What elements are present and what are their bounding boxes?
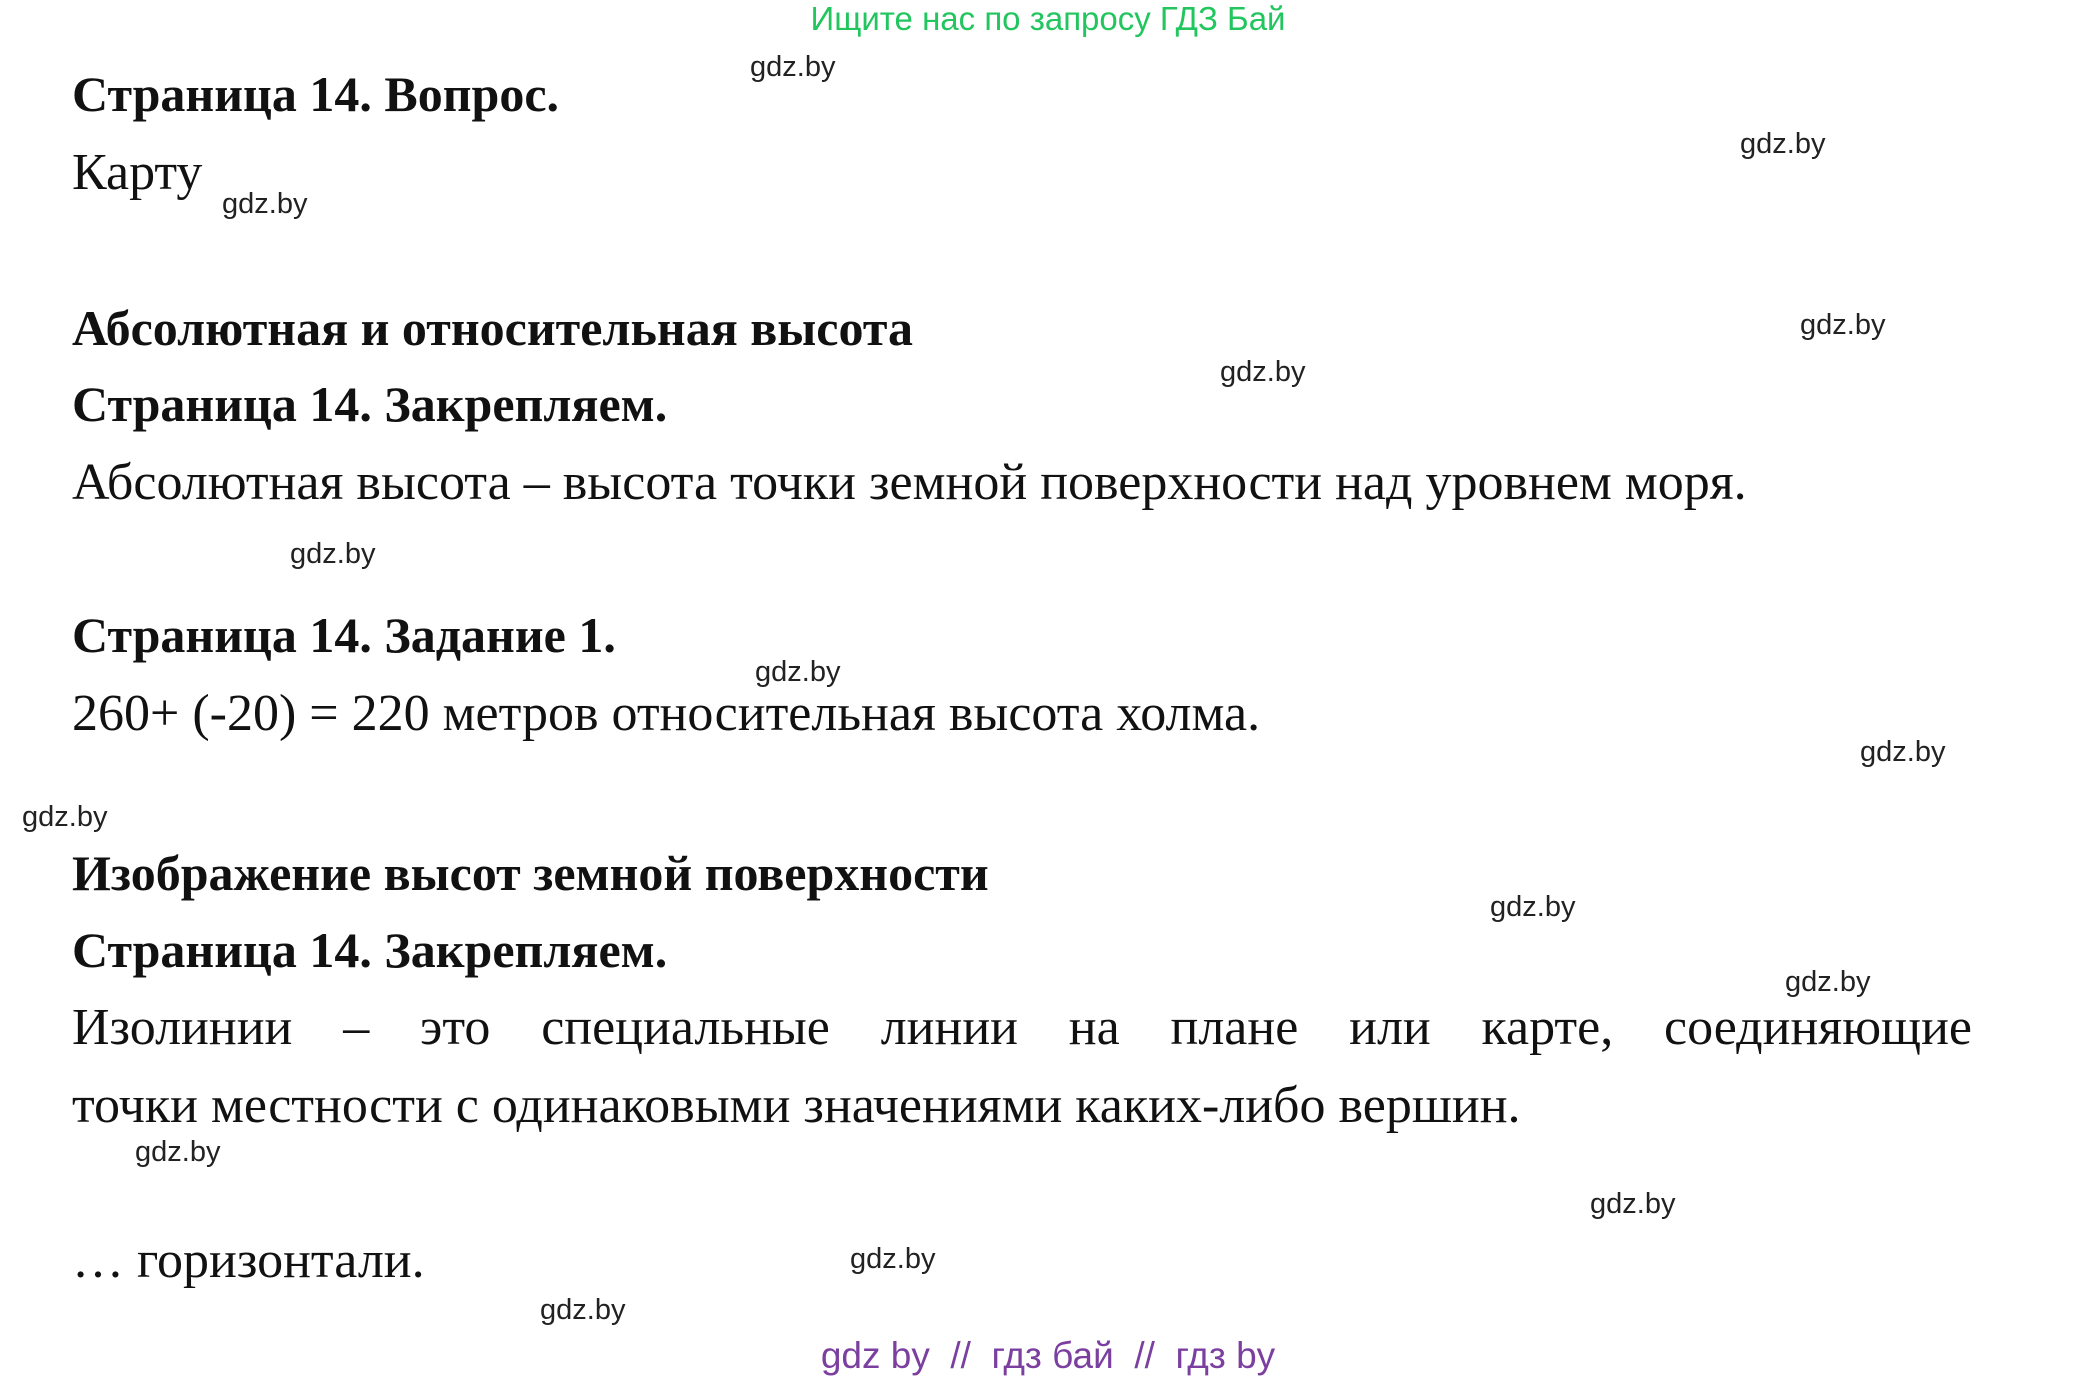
watermark: gdz.by xyxy=(1490,891,1576,923)
watermark: gdz.by xyxy=(290,538,376,570)
section-heading-consolidate-1: Страница 14. Закрепляем. xyxy=(72,376,668,432)
watermark: gdz.by xyxy=(1785,966,1871,998)
watermark: gdz.by xyxy=(1220,356,1306,388)
answer-text-isolines-line-2: точки местности с одинаковыми значениями каких-либо вершин. xyxy=(72,1077,1521,1134)
topic-title-absolute-relative-height: Абсолютная и относительная высота xyxy=(72,300,913,356)
answer-text-question: Карту xyxy=(72,144,203,201)
footer-watermark: gdz by // гдз бай // гдз by xyxy=(820,1335,1276,1376)
topic-title-height-representation: Изображение высот земной поверхности xyxy=(72,845,989,901)
section-heading-question: Страница 14. Вопрос. xyxy=(72,66,560,122)
watermark: gdz.by xyxy=(222,188,308,220)
answer-text-horizontals: … горизонтали. xyxy=(72,1232,425,1289)
watermark: gdz.by xyxy=(22,801,108,833)
watermark: gdz.by xyxy=(1800,309,1886,341)
watermark: gdz.by xyxy=(850,1243,936,1275)
watermark: gdz.by xyxy=(755,656,841,688)
answer-text-isolines-line-1: Изолинии – это специальные линии на плане или карте, соединяющие xyxy=(72,999,1972,1056)
section-heading-consolidate-2: Страница 14. Закрепляем. xyxy=(72,922,668,978)
watermark: gdz.by xyxy=(1590,1188,1676,1220)
answer-text-task-1: 260+ (-20) = 220 метров относительная высота холма. xyxy=(72,685,1261,742)
answer-text-absolute-height: Абсолютная высота – высота точки земной поверхности над уровнем моря. xyxy=(72,454,1747,511)
section-heading-task-1: Страница 14. Задание 1. xyxy=(72,607,616,663)
watermark: gdz.by xyxy=(135,1136,221,1168)
watermark: gdz.by xyxy=(1740,128,1826,160)
watermark: gdz.by xyxy=(1860,736,1946,768)
search-banner: Ищите нас по запросу ГДЗ Бай xyxy=(810,0,1286,37)
watermark: gdz.by xyxy=(750,51,836,83)
answer-text-isolines xyxy=(72,989,1972,1145)
watermark: gdz.by xyxy=(540,1294,626,1326)
